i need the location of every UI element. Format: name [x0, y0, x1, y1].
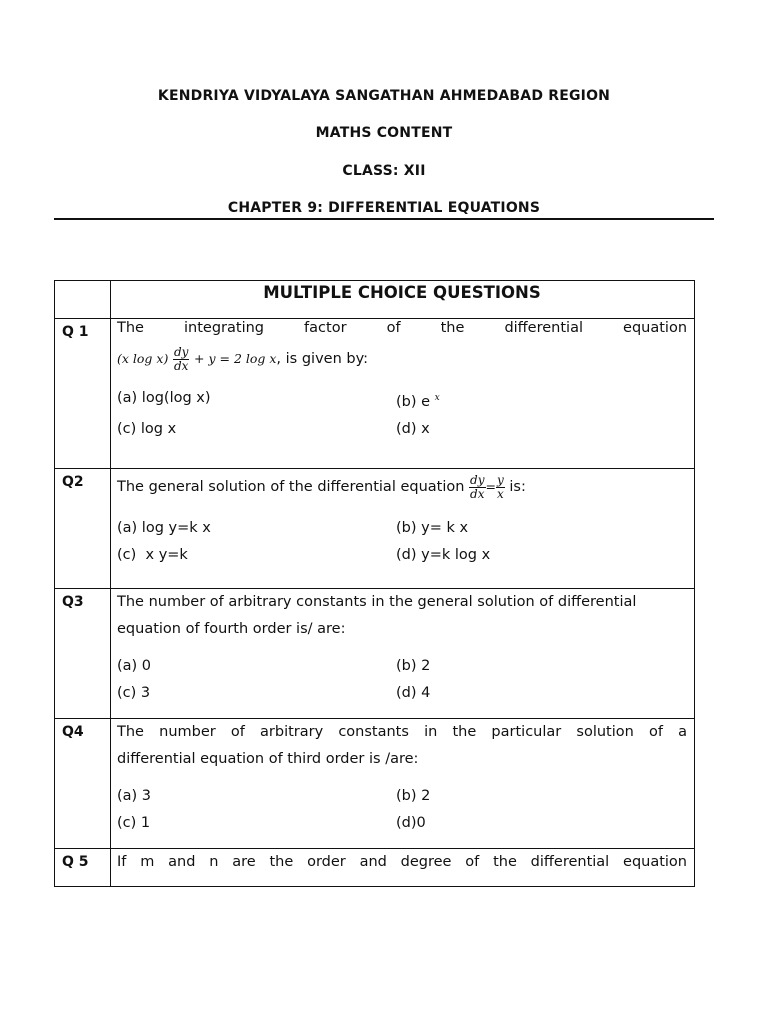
table-title-cell	[111, 281, 695, 319]
chapter-heading: CHAPTER 9: DIFFERENTIAL EQUATIONS	[227, 200, 541, 216]
class-heading: CLASS: XII	[342, 163, 426, 179]
subject-heading: MATHS CONTENT	[315, 125, 453, 141]
equation-rhs: + y = 2 log x	[194, 351, 277, 366]
empty-corner-cell	[55, 281, 111, 319]
option-d: (d) 4	[396, 685, 431, 701]
options-grid	[117, 783, 687, 837]
option-b: (b) 2	[396, 658, 431, 674]
option-a: (a) log(log x)	[117, 390, 211, 406]
option-b: (b) 2	[396, 788, 431, 804]
question-content	[111, 469, 695, 589]
option-c: (c) log x	[117, 420, 177, 437]
question-text-line: If m and n are the order and degree of the differential equation	[117, 854, 687, 870]
question-row	[55, 319, 695, 469]
equation-fraction: $\frac{dy}{dx}$	[470, 472, 485, 501]
question-text-line: The general solution of the differential equation $\frac{dy}{dx}$ = $\frac{y}{x}$ is:	[117, 472, 526, 501]
question-row	[55, 469, 695, 589]
question-text-line: The number of arbitrary constants in the general solution of differential	[117, 594, 637, 610]
question-number: Q4	[55, 719, 111, 849]
option-a: (a) 0	[117, 658, 152, 674]
org-heading: KENDRIYA VIDYALAYA SANGATHAN AHMEDABAD REGION	[157, 88, 611, 104]
options-grid	[117, 385, 687, 443]
question-text-line: The integrating factor of the differential equation	[117, 320, 688, 336]
question-row	[55, 589, 695, 719]
question-number: Q 1	[55, 319, 111, 469]
question-number: Q 5	[55, 849, 111, 887]
options-grid	[117, 653, 687, 707]
question-equation-line	[117, 345, 687, 373]
mcq-table	[54, 280, 695, 887]
option-d: (d) x	[396, 420, 430, 437]
equation-fraction: $\frac{dy}{dx}$	[173, 344, 189, 373]
options-grid	[117, 515, 687, 569]
option-a: (a) 3	[117, 788, 152, 804]
option-c: (c) 1	[117, 815, 151, 831]
option-d: (d) y=k log x	[396, 547, 491, 563]
question-number: Q2	[55, 469, 111, 589]
table-header-row	[55, 281, 695, 319]
option-c: (c) x y=k	[117, 547, 188, 563]
question-content	[111, 319, 695, 469]
question-text-line: equation of fourth order is/ are:	[117, 621, 346, 637]
question-number: Q3	[55, 589, 111, 719]
question-row	[55, 849, 695, 887]
equation-fraction: $\frac{y}{x}$	[497, 472, 504, 501]
option-a: (a) log y=k x	[117, 520, 211, 536]
question-content	[111, 849, 695, 887]
question-text-line: The number of arbitrary constants in the particular solution of a	[117, 724, 687, 740]
header-divider	[54, 218, 714, 220]
question-content	[111, 719, 695, 849]
question-content	[111, 589, 695, 719]
option-c: (c) 3	[117, 685, 151, 701]
question-suffix: , is given by:	[276, 351, 368, 367]
equation-prefix: (x log x)	[117, 351, 169, 366]
question-text-line: differential equation of third order is /are:	[117, 751, 419, 767]
option-d: (d)0	[396, 815, 426, 831]
option-b: (b) e $^x$	[396, 393, 440, 410]
table-title: MULTIPLE CHOICE QUESTIONS	[263, 283, 541, 302]
question-row	[55, 719, 695, 849]
option-b: (b) y= k x	[396, 520, 469, 536]
